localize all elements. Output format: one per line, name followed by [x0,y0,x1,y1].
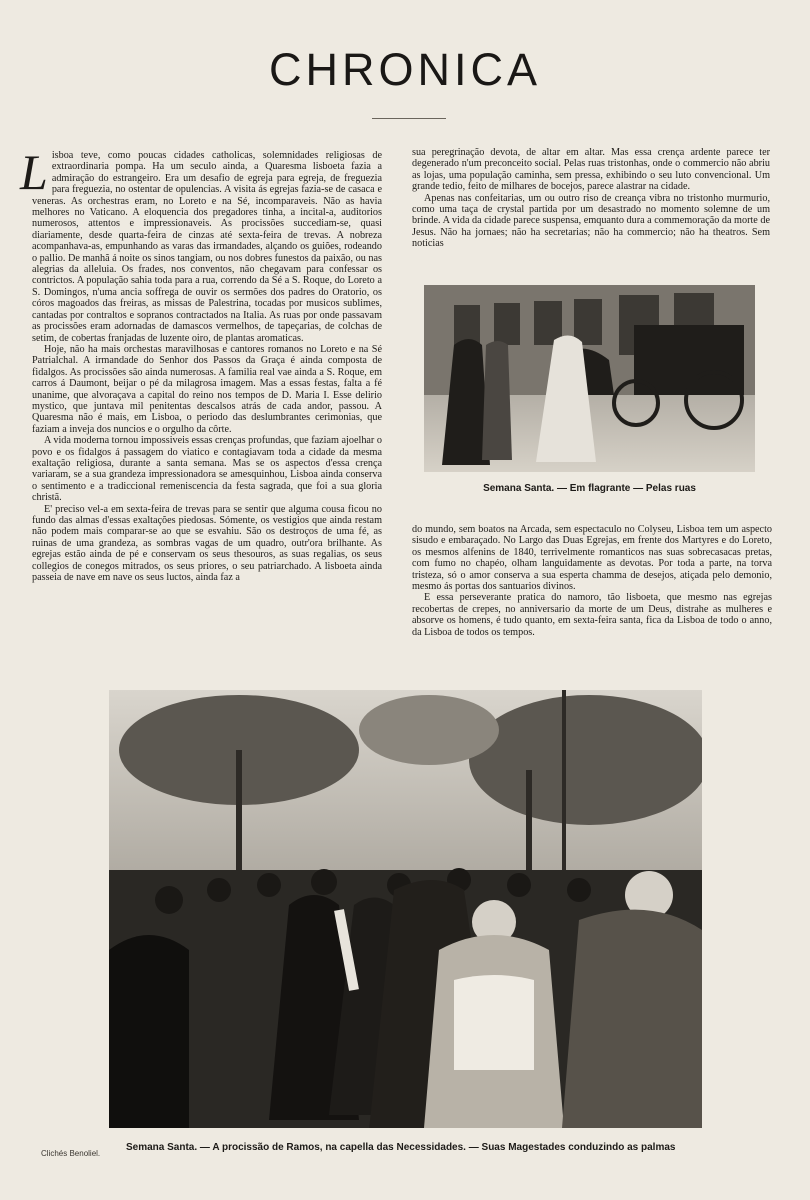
article-paragraph: E essa perseverante pratica do namoro, tão lisboeta, que mesmo nas egrejas recobertas de crepes, no anniversario da morte de um Deus, distrahe as mulheres e absorve os homens, é tudo quanto, em sexta-feira santa, fica da Lisboa de todo o anno, da Lisboa de todos os tempos. [412,592,772,638]
photo-credit: Clichés Benoliel. [41,1149,101,1158]
article-right-column-bottom [412,524,772,638]
article-paragraph: Apenas nas confeitarias, um ou outro riso de creança vibra no tristonho murmurio, como uma taça de crystal partida por um desastrado no momento solemne de um brinde. A vida da cidade parece suspensa, emquanto dura a commemoração da morte de Jesus. Não ha jornaes; não ha secretarias; não ha commercio; não ha theatros. Sem noticias [412,192,770,250]
article-paragraph: E' preciso vel-a em sexta-feira de trevas para se sentir que alguma cousa ficou no fundo das almas d'essas exaltações piedosas. Sómente, os vestigios que ainda restam não podem mais comparar-se ao que se esvahiu. São os destroços de uma fé, as ruinas de uma grandeza, as sombras vagas de um quadro, outr'ora brilhante. As egrejas estão ainda de pé e conservam os seus thesouros, as suas regalias, os seus collegios de conegos mitrados, os seus priores, o seu patriarchado. A lisboeta ainda passeia de nave em nave os seus luctos, ainda faz a [32,503,382,584]
title-divider [372,118,446,119]
article-paragraph: Hoje, não ha mais orchestas maravilhosas e cantores romanos no Loreto e na Sé Patrialchal. A irmandade do Senhor dos Passos da Graça é ainda composta de fidalgos. As procissões são ainda numerosas. A familia real vae ainda a S. Roque, em carros á Daumont, beijar o pé da milagrosa imagem. Mas a essas festas, falta a fé unanime, que alvoraçava a capital do reino nos tempos de D. Maria I. Esse delirio mystico, que juntava mil penitentas descalsos atrás de cada andor, passou. A Quaresma não é mais, em Lisboa, o periodo das deslumbrantes cerimonias, que faziam a inveja dos nuncios e o orgulho da côrte. [32,343,382,435]
article-paragraph: do mundo, sem boatos na Arcada, sem espectaculo no Colyseu, Lisboa tem um aspecto sisudo e embaraçado. No Largo das Duas Egrejas, em frente dos Martyres e do Loreto, os mesmos alfenins de 1840, terrivelmente romanticos nas suas sobrecasacas pretas, com fumo no chapéo, olham languidamente as devotas. Por toda a parte, na torva tristeza, só o amor conserva a sua esperta chamma de desejos, atiçada pelo demonio, mesmo ás portas dos santuarios divinos. [412,524,772,593]
photo-procession [109,690,702,1128]
article-paragraph: A vida moderna tornou impossiveis essas crenças profundas, que faziam ajoelhar o povo e os fidalgos á passagem do viatico e contagiavam toda a cidade da mesma exaltação religiosa, durante a santa semana. Mas se os aspectos d'essa crença variaram, se a sua grandeza impressionadora se amesquinhou, Lisboa ainda conserva o sentimento e a tradiccional remeniscencia da festa sagrada, que foi a sua gloria christã. [32,435,382,504]
article-paragraph: sua peregrinação devota, de altar em altar. Mas essa crença ardente parece ter degenerado n'um preconceito social. Pelas ruas tristonhas, onde o commercio não abriu as lojas, uma população caminha, sem pressa, exhibindo o seu luto convencional. Um grande tedio, feito de milhares de bocejos, parece alastrar na cidade. [412,147,770,193]
article-right-column-top [412,147,770,250]
page-title: CHRONICA [268,44,541,95]
photo-street-scene [424,285,755,472]
photo-caption-bottom: Semana Santa. — A procissão de Ramos, na capella das Necessidades. — Suas Magestades conduzindo as palmas [126,1142,676,1153]
article-left-column [20,144,382,584]
dropcap: L [20,144,48,200]
article-paragraph: Lisboa teve, como poucas cidades catholicas, solemnidades religiosas de extraordinaria pompa. Ha um seculo ainda, a Quaresma lisboeta fazia a admiração do estrangeiro. Era um desafio de egreja para egreja, de freguezia para freguezia, no ostentar de opulencias. A visita ás egrejas fazia-se de casaca e veneras. As orchestras eram, no Loreto e na Sé, incomparaveis. Não as havia melhores no Vaticano. A eloquencia dos pregadores tinha, a incital-a, auditorios numerosos, attentos e impressionaveis. As procissões succediam-se, quasi diariamente, desde quarta-feira de cinzas até sexta-feira de trevas. A nobreza acompanhava-as, empunhando as varas das irmandades, alçando os guiões, rodeando o pallio. De manhã á noite os sinos tangiam, ou nos dobres funestos da paixão, ou nas alegrias da alleluia. Os frades, nos conventos, não chegavam para confessar os contrictos. A população sahia toda para a rua, correndo da Sé a S. Roque, do Loreto a S. Domingos, n'uma ancia soffrega de ouvir os sermões dos padres do Oratorio, os córos magoados das freiras, as missas de Palestrina, tocadas por musicos sublimes, cantadas por contraltos e sopranos contractados na Italia. As ruas por onde passavam as procissões eram adornadas de damascos vermelhos, de tapeçarias, de colchas de setim, de cobertas franjadas de luzente oiro, de plantas aromaticas. [20,144,382,344]
photo-caption-top: Semana Santa. — Em flagrante — Pelas ruas [483,483,696,494]
